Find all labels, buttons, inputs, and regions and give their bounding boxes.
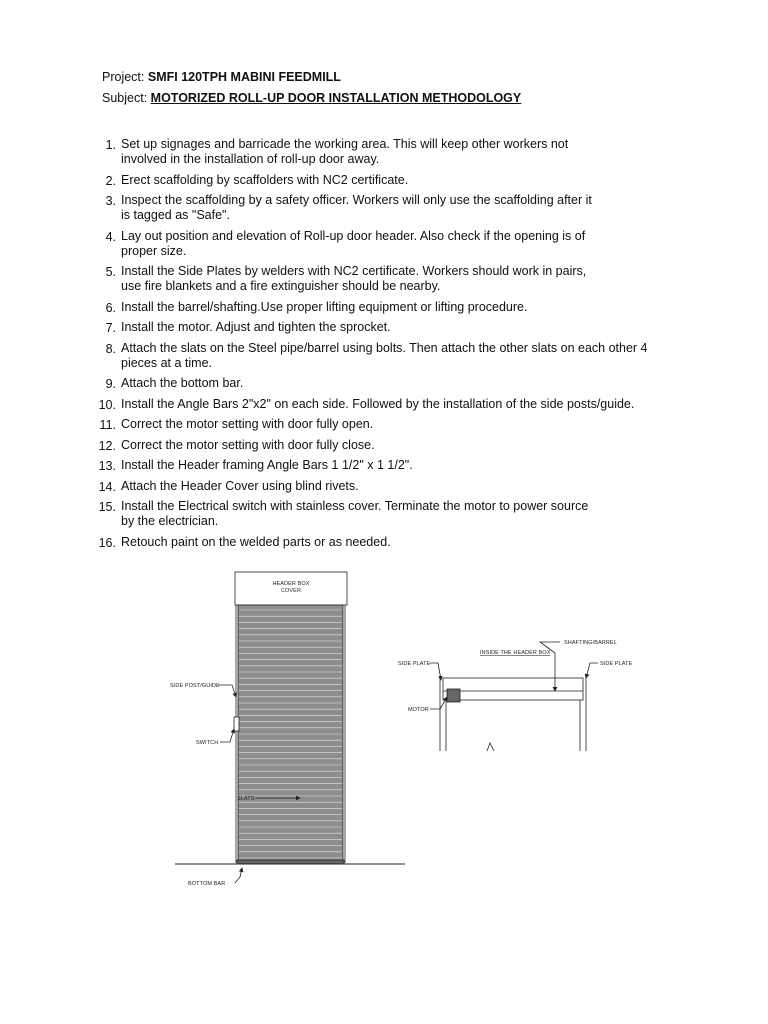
steps-list [80, 137, 680, 555]
label-slats: SLATS [237, 796, 255, 802]
step-number: 14. [98, 479, 116, 494]
step-item [80, 417, 680, 432]
barrel-box [443, 678, 583, 700]
step-number: 10. [98, 397, 116, 412]
step-item [80, 397, 680, 412]
step-item [80, 320, 680, 335]
step-text: Install the motor. Adjust and tighten the sprocket. [121, 320, 391, 334]
step-text: Install the Header framing Angle Bars 1 1/2" x 1 1/2". [121, 458, 413, 472]
step-number: 1. [105, 138, 116, 152]
step-number: 15. [98, 500, 116, 514]
motor-block [447, 689, 460, 702]
step-item [80, 229, 680, 259]
step-text: Retouch paint on the welded parts or as needed. [121, 534, 391, 549]
label-header-box-line2: COVER [280, 588, 302, 594]
step-number: 4. [105, 229, 116, 244]
label-bottom-bar: BOTTOM BAR [188, 881, 226, 887]
step-text: Correct the motor setting with door fully close. [121, 437, 375, 452]
project-label: Project: [102, 70, 145, 84]
step-item [80, 300, 680, 315]
step-text: Lay out position and elevation of Roll-up door header. Also check if the opening is of proper size. [121, 228, 586, 258]
step-number: 2. [105, 173, 116, 188]
step-number: 3. [105, 194, 116, 208]
section-drawing [430, 642, 598, 751]
step-item [80, 137, 680, 167]
front-elevation-drawing [175, 572, 405, 883]
step-item [80, 499, 680, 529]
step-text: Attach the Header Cover using blind rivets. [121, 478, 359, 493]
step-number: 5. [105, 265, 116, 279]
step-item [80, 458, 680, 473]
step-text: Install the Electrical switch with stainless cover. Terminate the motor to power source by the electrician. [121, 499, 589, 528]
step-text: Install the barrel/shafting.Use proper lifting equipment or lifting procedure. [121, 299, 528, 314]
step-number: 12. [98, 438, 116, 453]
project-value: SMFI 120TPH MABINI FEEDMILL [147, 70, 341, 84]
label-side-plate-left: SIDE PLATE [398, 661, 431, 667]
step-item [80, 438, 680, 453]
step-item [80, 479, 680, 494]
step-text: Attach the bottom bar. [121, 376, 244, 390]
step-text: Install the Angle Bars 2"x2" on each side. Followed by the installation of the side posts/guide. [121, 396, 635, 411]
step-item [80, 376, 680, 391]
drawings-area [160, 565, 660, 915]
label-motor: MOTOR [408, 707, 429, 713]
label-header-box-line1: HEADER BOX [272, 581, 310, 587]
step-item [80, 193, 680, 223]
step-text: Attach the slats on the Steel pipe/barrel using bolts. Then attach the other slats on each other 4 pieces at a time. [121, 340, 648, 370]
step-number: 11. [99, 418, 116, 432]
bottom-bar [237, 860, 344, 864]
project-line [102, 69, 341, 85]
drawings-svg [160, 565, 660, 915]
step-text: Install the Side Plates by welders with NC2 certificate. Workers should work in pairs, use fire blankets and a fire extinguisher should be nearby. [121, 264, 587, 293]
step-number: 8. [105, 341, 116, 356]
subject-value: MOTORIZED ROLL-UP DOOR INSTALLATION METHODOLOGY [150, 91, 522, 105]
subject-line [102, 90, 521, 106]
step-number: 9. [105, 377, 116, 391]
label-side-plate-right: SIDE PLATE [600, 661, 633, 667]
step-number: 16. [98, 535, 116, 550]
step-number: 7. [105, 321, 116, 335]
label-side-post: SIDE POST/GUIDE [170, 683, 220, 689]
step-number: 13. [98, 459, 116, 473]
slats-lines [239, 610, 342, 858]
subject-label: Subject: [102, 91, 148, 105]
step-item [80, 535, 680, 550]
step-item [80, 173, 680, 188]
step-item [80, 341, 680, 371]
label-switch: SWITCH [196, 740, 219, 746]
step-text: Set up signages and barricade the working area. This will keep other workers not involved in the installation of roll-up door away. [121, 137, 569, 166]
step-text: Correct the motor setting with door fully open. [121, 417, 374, 431]
label-shafting: SHAFTING/BARREL [564, 640, 617, 646]
step-item [80, 264, 680, 294]
switch-box [234, 717, 239, 731]
step-number: 6. [105, 300, 116, 315]
label-inside-header: INSIDE THE HEADER BOX [480, 650, 551, 656]
step-text: Inspect the scaffolding by a safety officer. Workers will only use the scaffolding after it is tagged as "Safe". [121, 193, 592, 222]
step-text: Erect scaffolding by scaffolders with NC2 certificate. [121, 172, 409, 187]
